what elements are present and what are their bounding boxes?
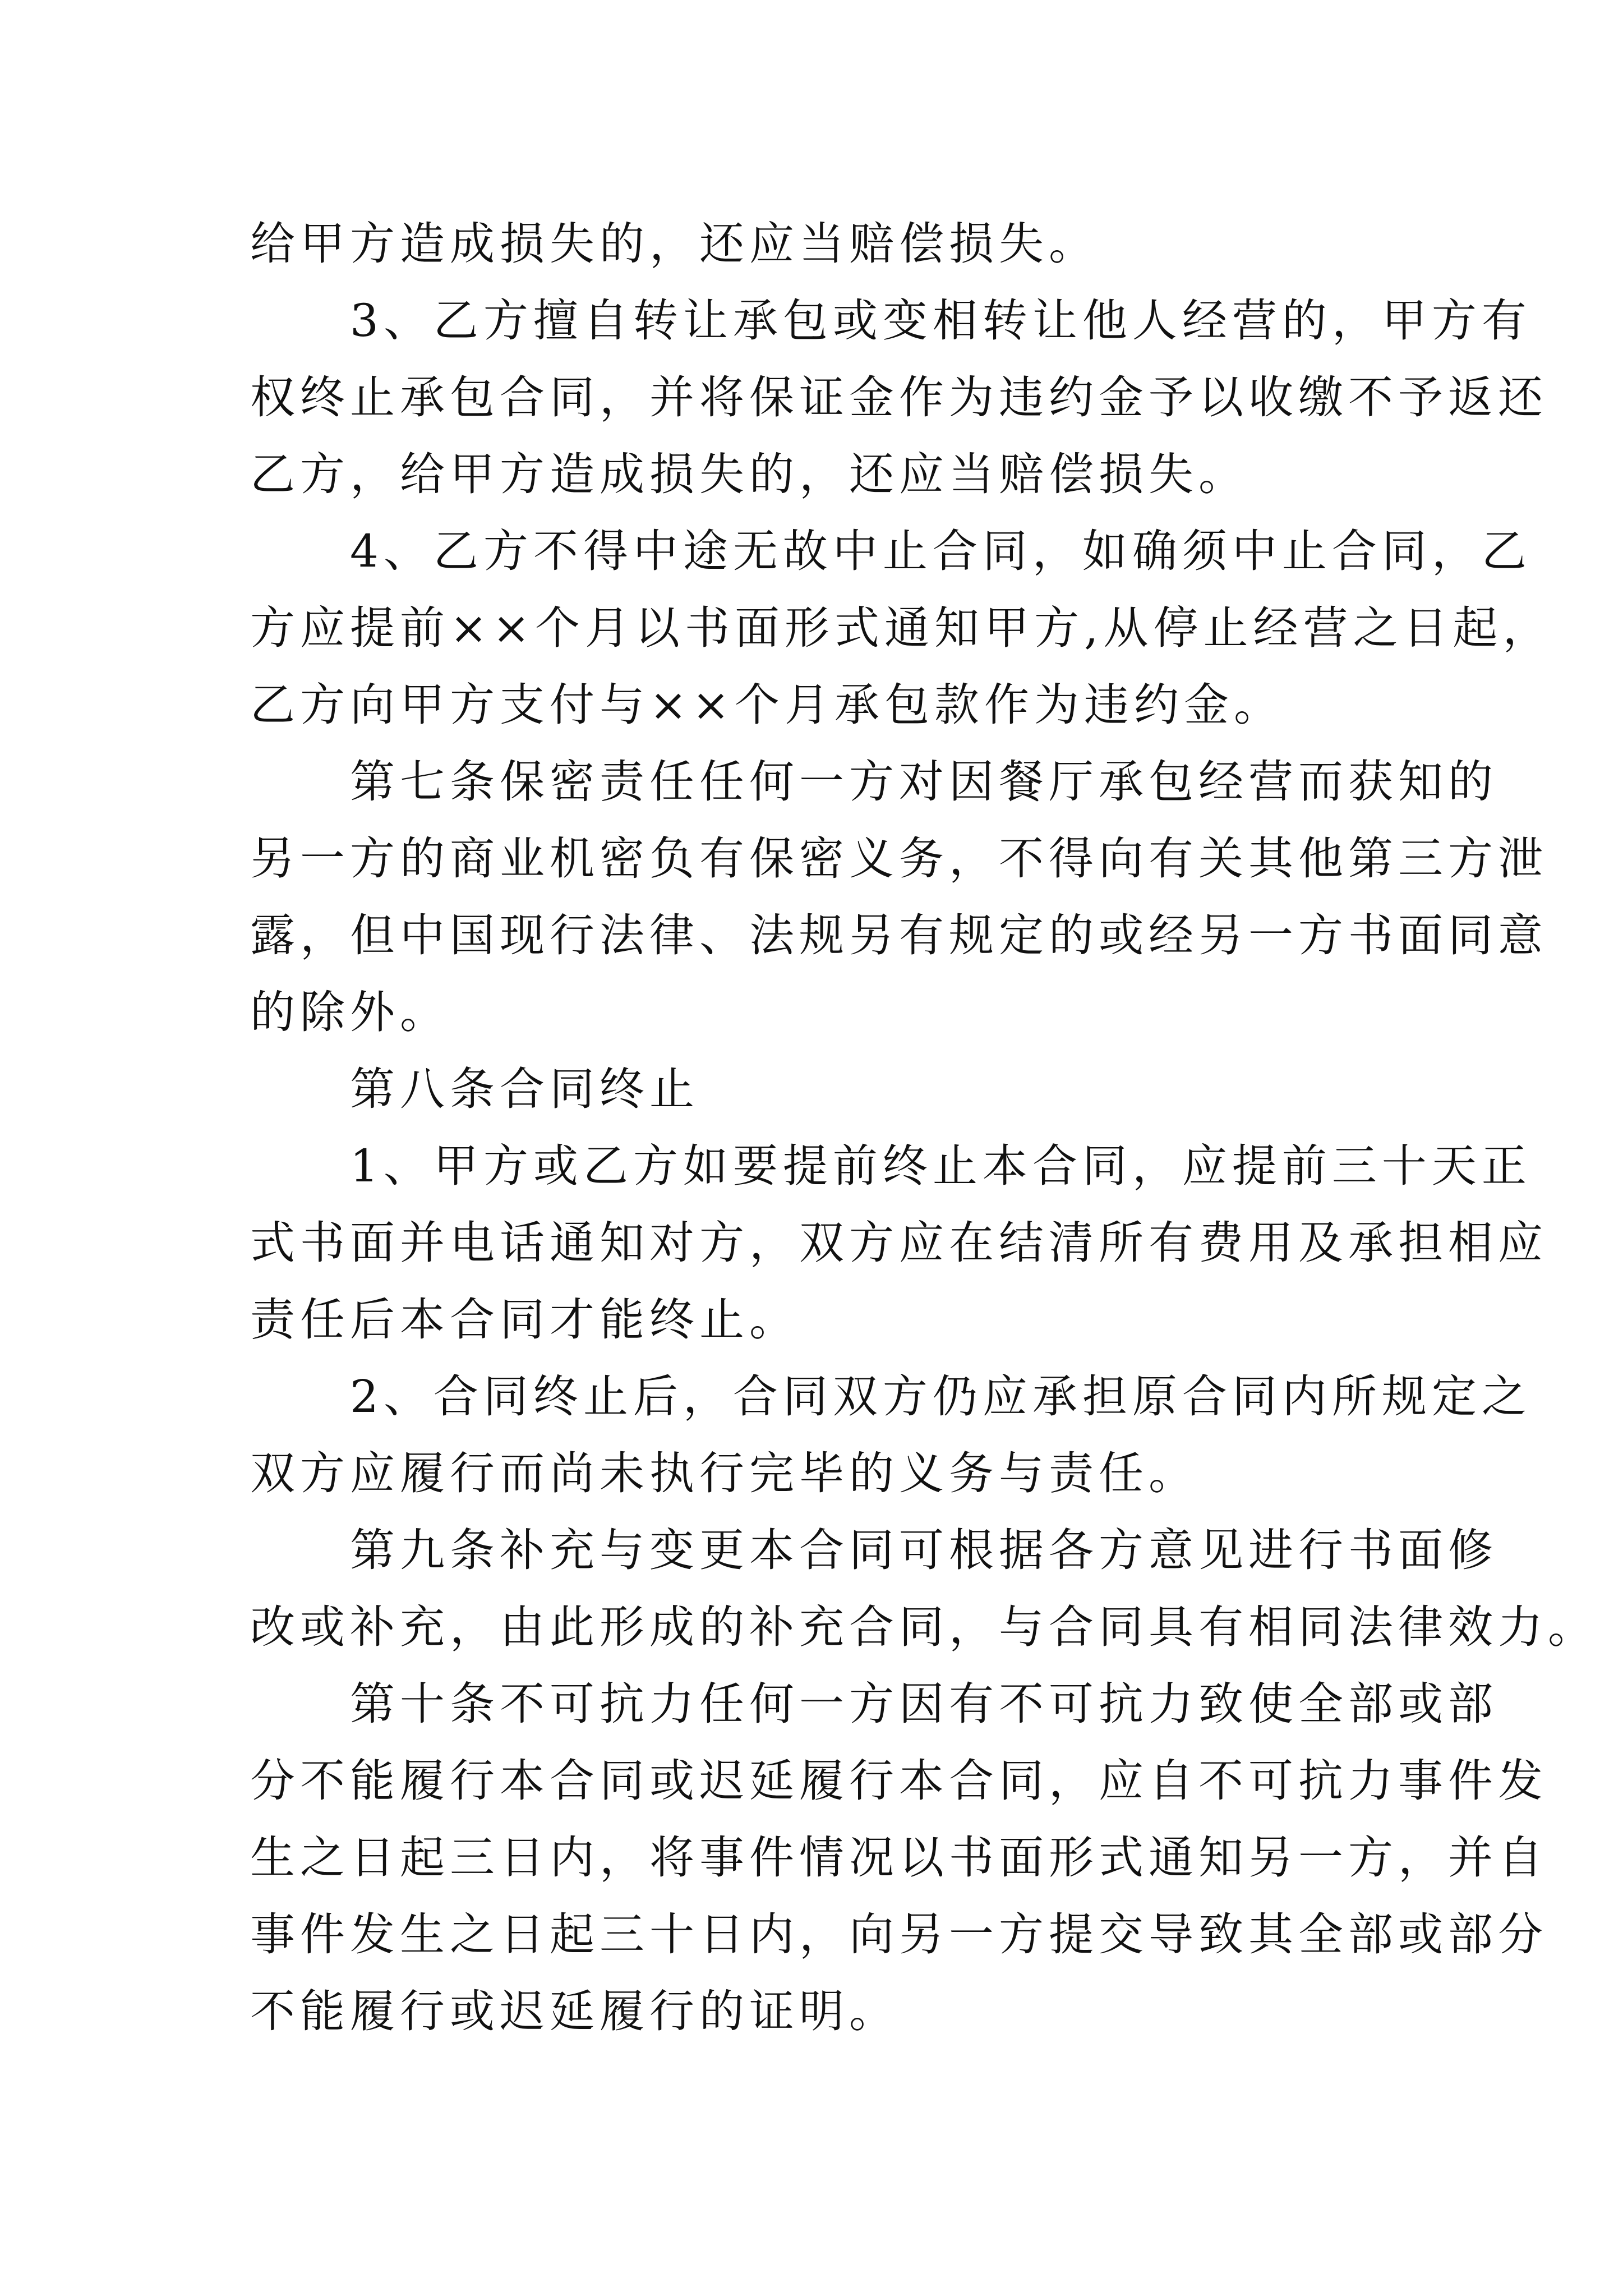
text-line: 1、甲方或乙方如要提前终止本合同，应提前三十天正 xyxy=(250,1140,1532,1192)
text-line: 露，但中国现行法律、法规另有规定的或经另一方书面同意 xyxy=(250,909,1548,961)
text-line: 给甲方造成损失的，还应当赔偿损失。 xyxy=(250,218,1099,270)
text-line: 乙方向甲方支付与××个月承包款作为违约金。 xyxy=(250,679,1284,731)
text-line: 第八条合同终止 xyxy=(250,1063,699,1115)
text-line: 不能履行或迟延履行的证明。 xyxy=(250,1985,899,2037)
text-line: 第七条保密责任任何一方对因餐厅承包经营而获知的 xyxy=(250,756,1498,808)
text-line: 式书面并电话通知对方，双方应在结清所有费用及承担相应 xyxy=(250,1217,1548,1269)
text-line: 改或补充，由此形成的补充合同，与合同具有相同法律效力。 xyxy=(250,1601,1598,1653)
document-body xyxy=(250,205,1598,2050)
text-line: 2、合同终止后，合同双方仍应承担原合同内所规定之 xyxy=(250,1370,1532,1423)
text-line: 的除外。 xyxy=(250,986,450,1038)
text-line: 另一方的商业机密负有保密义务，不得向有关其他第三方泄 xyxy=(250,832,1548,885)
text-line: 责任后本合同才能终止。 xyxy=(250,1294,799,1346)
text-line: 双方应履行而尚未执行完毕的义务与责任。 xyxy=(250,1447,1198,1499)
text-line: 分不能履行本合同或迟延履行本合同，应自不可抗力事件发 xyxy=(250,1755,1548,1807)
text-line: 权终止承包合同，并将保证金作为违约金予以收缴不予返还 xyxy=(250,371,1548,424)
text-line: 第九条补充与变更本合同可根据各方意见进行书面修 xyxy=(250,1524,1498,1576)
text-line: 生之日起三日内，将事件情况以书面形式通知另一方，并自 xyxy=(250,1832,1548,1884)
text-line: 方应提前××个月以书面形式通知甲方,从停止经营之日起， xyxy=(250,602,1553,654)
text-line: 乙方，给甲方造成损失的，还应当赔偿损失。 xyxy=(250,448,1248,500)
text-line: 第十条不可抗力任何一方因有不可抗力致使全部或部 xyxy=(250,1678,1498,1730)
text-line: 4、乙方不得中途无故中止合同，如确须中止合同，乙 xyxy=(250,525,1532,577)
text-line: 事件发生之日起三十日内，向另一方提交导致其全部或部分 xyxy=(250,1908,1548,1961)
text-line: 3、乙方擅自转让承包或变相转让他人经营的，甲方有 xyxy=(250,295,1532,347)
